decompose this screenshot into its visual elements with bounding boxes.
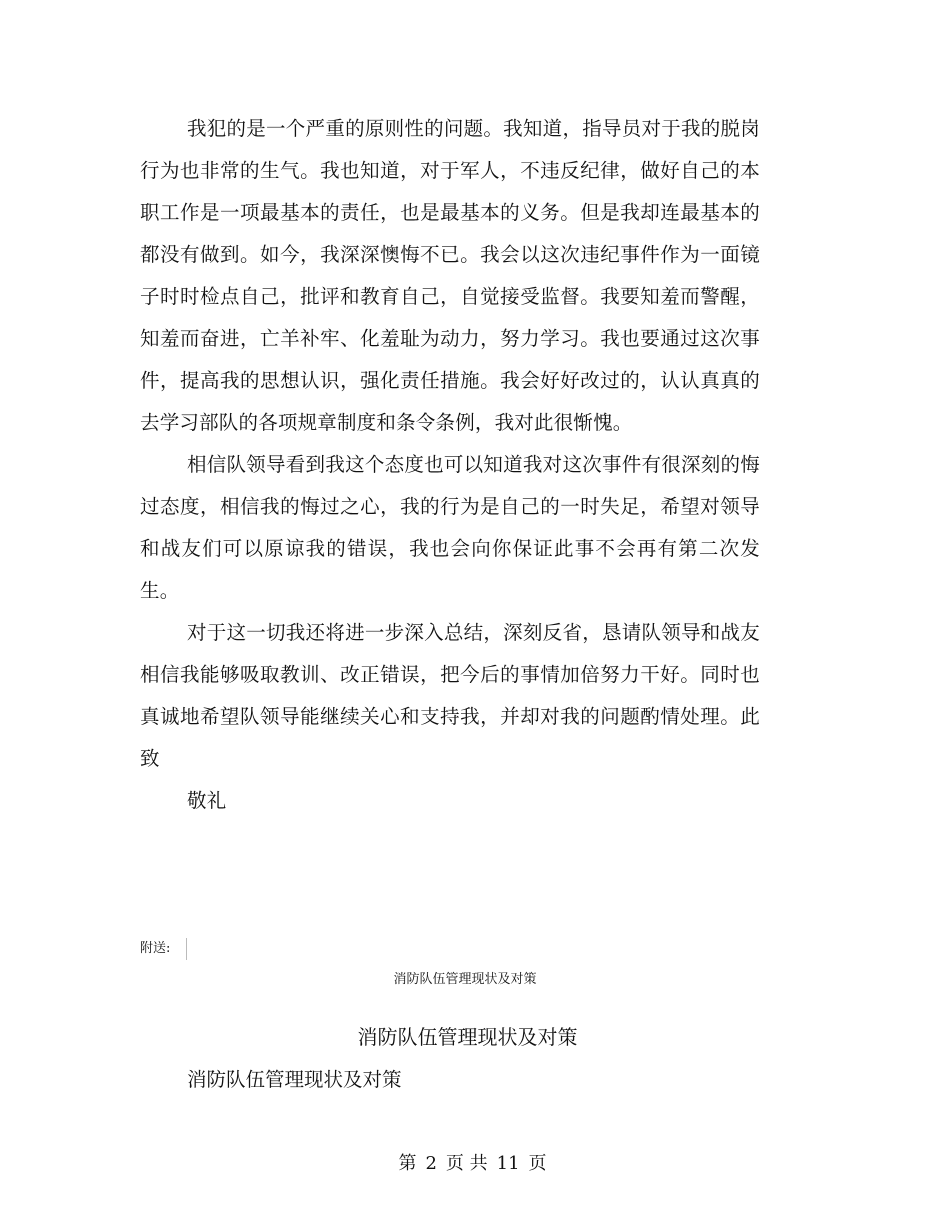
paragraph-3: 对于这一切我还将进一步深入总结，深刻反省，恳请队领导和战友相信我能够吸取教训、改正错误，把今后的事情加倍努力干好。同时也真诚地希望队领导能继续关心和支持我，并却对我的问题酌情处理。此致 xyxy=(140,621,760,770)
footer-prefix: 第 xyxy=(398,1153,417,1174)
attachment-label: 附送: xyxy=(140,941,171,956)
attachment-main-title: 消防队伍管理现状及对策 xyxy=(357,1025,578,1049)
footer-suffix: 页 xyxy=(528,1153,547,1174)
attachment-sub-title: 消防队伍管理现状及对策 xyxy=(187,1068,402,1091)
page-footer xyxy=(0,1151,945,1177)
total-pages-number: 11 xyxy=(496,1153,520,1174)
closing-salutation: 敬礼 xyxy=(187,789,227,812)
footer-middle: 页 共 xyxy=(445,1153,488,1174)
paragraph-1: 我犯的是一个严重的原则性的问题。我知道，指导员对于我的脱岗行为也非常的生气。我也知道，对于军人，不违反纪律，做好自己的本职工作是一项最基本的责任，也是最基本的义务。但是我却连最基本的都没有做到。如今，我深深懊悔不已。我会以这次违纪事件作为一面镜子时时检点自己，批评和教育自己，自觉接受监督。我要知羞而警醒，知羞而奋进，亡羊补牢、化羞耻为动力，努力学习。我也要通过这次事件，提高我的思想认识，强化责任措施。我会好好改过的，认认真真的去学习部队的各项规章制度和条令条例，我对此很惭愧。 xyxy=(140,117,760,434)
attachment-divider xyxy=(186,938,187,960)
paragraph-2: 相信队领导看到我这个态度也可以知道我对这次事件有很深刻的悔过态度，相信我的悔过之心，我的行为是自己的一时失足，希望对领导和战友们可以原谅我的错误，我也会向你保证此事不会再有第二次发生。 xyxy=(140,453,760,602)
letter-body xyxy=(140,108,760,822)
current-page-number: 2 xyxy=(425,1153,437,1174)
attachment-small-title: 消防队伍管理现状及对策 xyxy=(393,972,537,987)
